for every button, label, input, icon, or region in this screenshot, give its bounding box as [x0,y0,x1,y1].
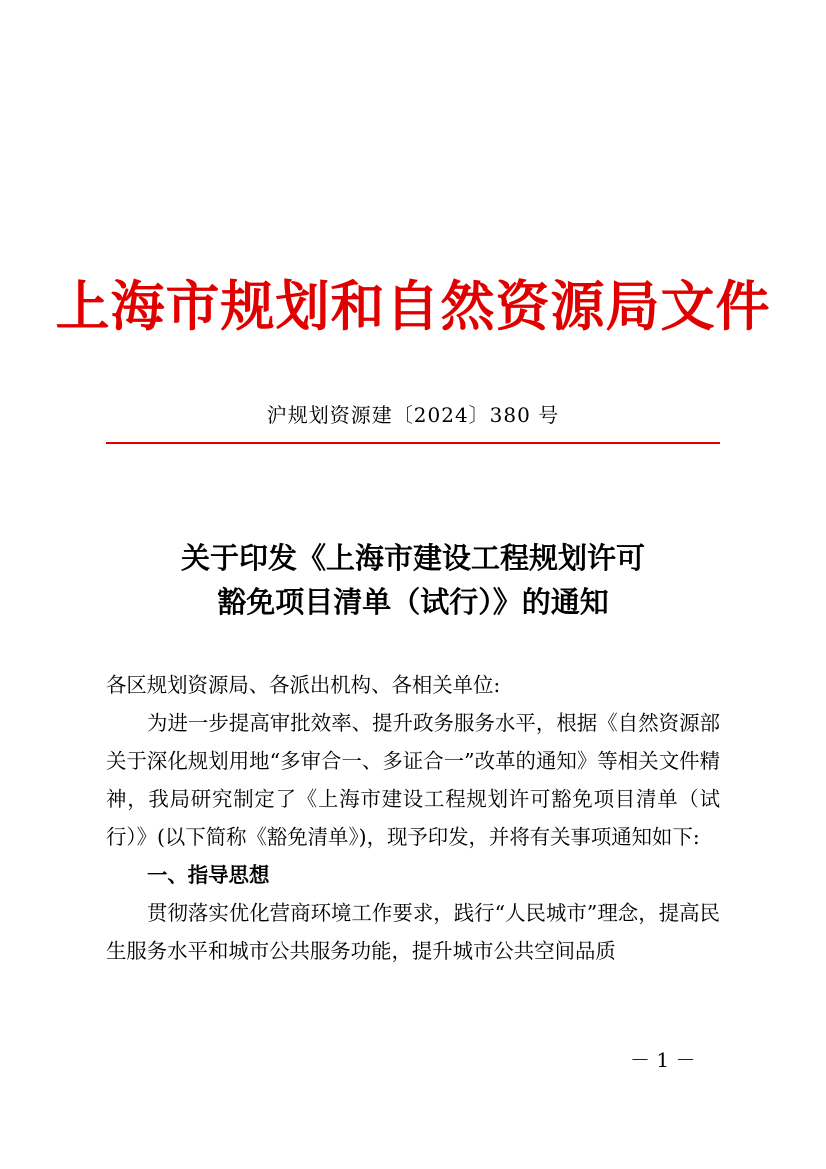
body-paragraph-2: 贯彻落实优化营商环境工作要求，践行“人民城市”理念，提高民生服务水平和城市公共服务功能，提升城市公共空间品质 [106,901,720,963]
notice-body [106,666,720,970]
notice-title-line-2: 豁免项目清单（试行）》的通知 [217,585,609,619]
document-number: 沪规划资源建〔2024〕380 号 [266,403,560,427]
page-number: － 1 － [630,1048,696,1072]
issuing-authority-title: 上海市规划和自然资源局文件 [55,274,771,338]
notice-title-line-1: 关于印发《上海市建设工程规划许可 [180,541,645,575]
salutation: 各区规划资源局、各派出机构、各相关单位: [106,673,501,697]
red-header-divider [106,442,720,444]
notice-title [0,536,826,624]
body-paragraph-1: 为进一步提高审批效率、提升政务服务水平，根据《自然资源部关于深化规划用地“多审合一、多证合一”改革的通知》等相关文件精神，我局研究制定了《上海市建设工程规划许可豁免项目清单（试行）》(以下简称《豁免清单》)，现予印发，并将有关事项通知如下: [106,711,720,849]
section-heading-guiding-principles: 一、指导思想 [147,863,270,887]
